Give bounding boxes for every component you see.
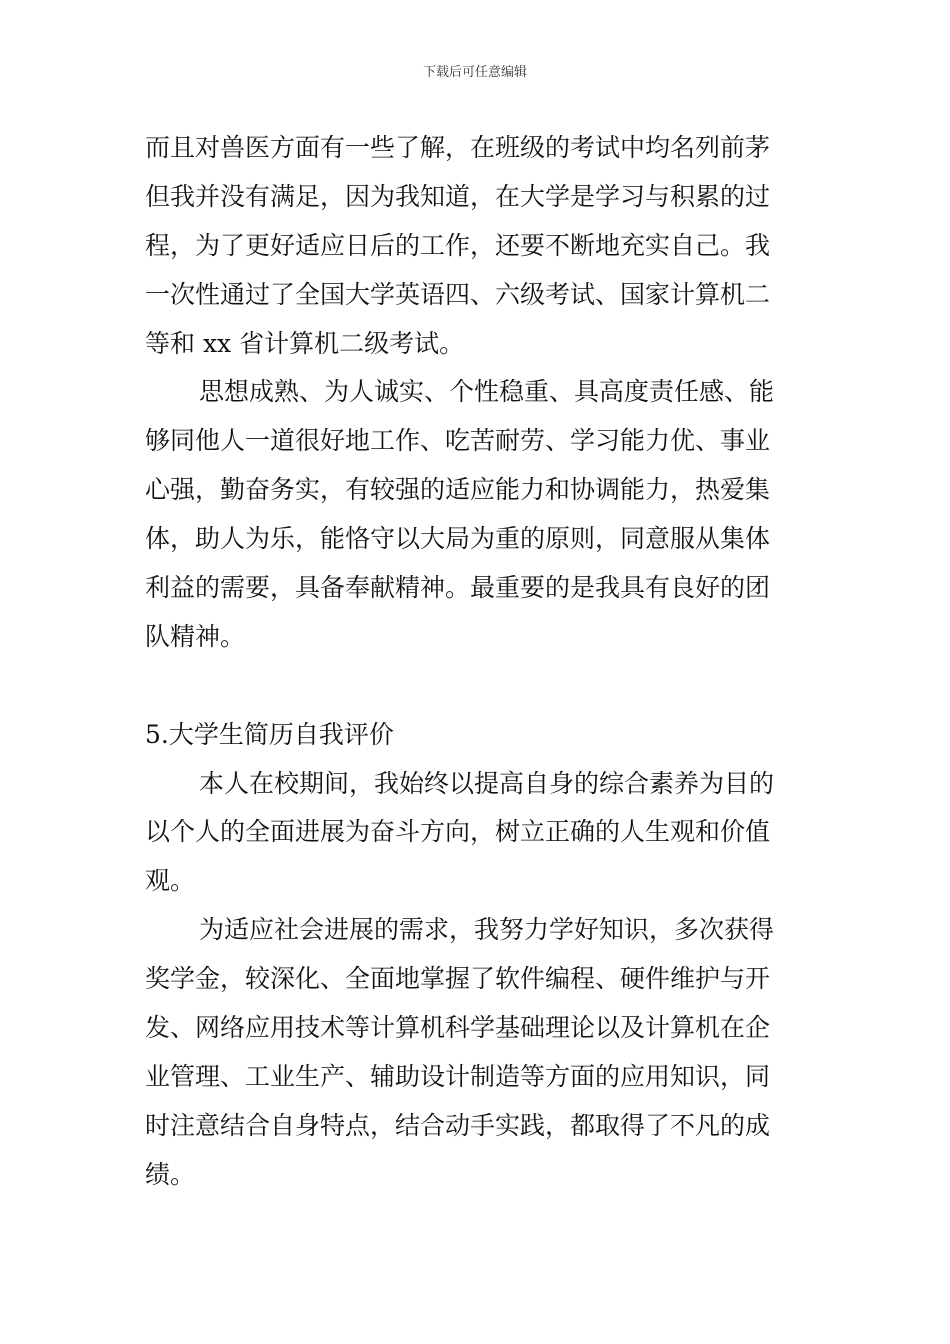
text-line: 奖学金，较深化、全面地掌握了软件编程、硬件维护与开	[145, 964, 771, 994]
text-line: 而且对兽医方面有一些了解，在班级的考试中均名列前茅	[145, 133, 771, 162]
blank-line	[145, 662, 810, 711]
text-line: 为适应社会进展的需求，我努力学好知识，多次获得	[199, 915, 775, 945]
text-line: 观。	[145, 866, 196, 896]
page-header-note: 下载后可任意编辑	[422, 65, 527, 80]
text-line: 发、网络应用技术等计算机科学基础理论以及计算机在企	[145, 1013, 771, 1043]
text-line: 以个人的全面进展为奋斗方向，树立正确的人生观和价值	[145, 817, 771, 847]
text-line: 思想成熟、为人诚实、个性稳重、具高度责任感、能	[199, 377, 775, 407]
text-line: 一次性通过了全国大学英语四、六级考试、国家计算机二	[145, 279, 771, 309]
text-line: 时注意结合自身特点，结合动手实践，都取得了不凡的成	[145, 1110, 771, 1140]
document-body	[145, 124, 810, 1200]
section-heading: 5.大学生简历自我评价	[145, 719, 394, 749]
paragraph-2	[145, 368, 810, 661]
text-line: 等和 xx 省计算机二级考试。	[145, 328, 465, 358]
text-line: 队精神。	[145, 621, 246, 651]
paragraph-1	[145, 124, 810, 368]
text-line: 业管理、工业生产、辅助设计制造等方面的应用知识，同	[145, 1061, 771, 1091]
text-line: 绩。	[145, 1159, 196, 1189]
paragraph-3	[145, 760, 810, 907]
paragraph-4	[145, 906, 810, 1199]
text-line: 心强，勤奋务实，有较强的适应能力和协调能力，热爱集	[145, 475, 771, 505]
text-line: 程，为了更好适应日后的工作，还要不断地充实自己。我	[145, 230, 771, 260]
text-line: 但我并没有满足，因为我知道，在大学是学习与积累的过	[145, 181, 771, 211]
text-line: 利益的需要，具备奉献精神。最重要的是我具有良好的团	[145, 573, 771, 603]
text-line: 够同他人一道很好地工作、吃苦耐劳、学习能力优、事业	[145, 426, 771, 456]
text-line: 本人在校期间，我始终以提高自身的综合素养为目的	[199, 768, 775, 798]
text-line: 体，助人为乐，能恪守以大局为重的原则，同意服从集体	[145, 524, 771, 554]
